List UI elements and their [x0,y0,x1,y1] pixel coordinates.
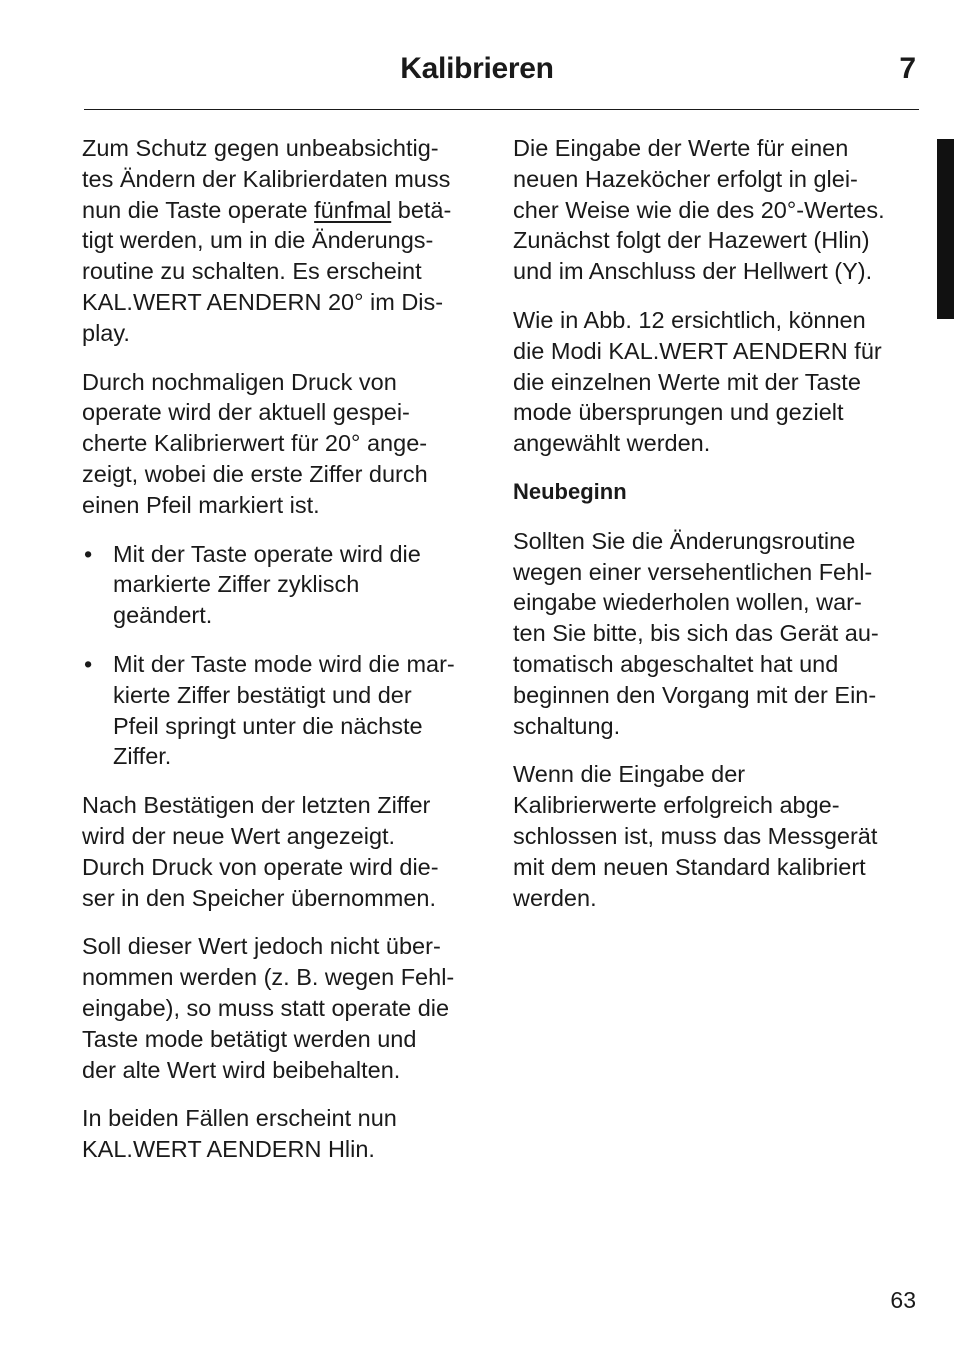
text-line: Wenn die Eingabe der [513,761,746,788]
text-line: cher Weise wie die des 20°-Wertes. [513,196,885,223]
text-line: Ziffer. [113,743,172,770]
header-divider [84,109,919,110]
text-line: tigt werden, um in die Änderungs- [82,227,434,254]
text-line: geändert. [113,602,213,629]
text-line: routine zu schalten. Es erscheint [82,258,422,285]
text-line: Sollten Sie die Änderungsroutine [513,527,856,554]
text-line: Pfeil springt unter die nächste [113,712,423,739]
text-line: mit dem neuen Standard kalibriert [513,853,866,880]
text-line: kierte Ziffer bestätigt und der [113,681,412,708]
right-column [513,133,918,931]
text-line: werden. [513,884,597,911]
text-line: der alte Wert wird beibehalten. [82,1056,401,1083]
text-line: markierte Ziffer zyklisch [113,571,360,598]
text-line: In beiden Fällen erscheint nun [82,1105,397,1132]
text-line: Mit der Taste mode wird die mar- [113,650,455,677]
text-line: KAL.WERT AENDERN 20° im Dis- [82,288,444,315]
text-line: Soll dieser Wert jedoch nicht über- [82,933,441,960]
text-line [82,195,494,226]
text-line: ten Sie bitte, bis sich das Gerät au- [513,620,879,647]
text-line: und im Anschluss der Hellwert (Y). [513,258,873,285]
paragraph-schutz [82,133,494,349]
paragraph-erfolgreich [513,759,918,913]
text-line: tes Ändern der Kalibrierdaten muss [82,165,451,192]
chapter-thumb-tab [937,139,954,319]
paragraph-bestaetigen [82,790,494,913]
text-line: Taste mode betätigt werden und [82,1025,417,1052]
text-line: cherte Kalibrierwert für 20° ange- [82,430,428,457]
text-line: Durch Druck von operate wird die- [82,853,439,880]
text-line: neuen Hazeköcher erfolgt in glei- [513,165,858,192]
text-line: mode übersprungen und gezielt [513,399,844,426]
text-line: Nach Bestätigen der letzten Ziffer [82,792,431,819]
text-line: Durch nochmaligen Druck von [82,368,397,395]
page-number: 63 [890,1287,916,1313]
text-line: Zum Schutz gegen unbeabsichtig- [82,135,439,161]
text-segment: nun die Taste operate [82,196,315,223]
text-line: Die Eingabe der Werte für einen [513,135,849,161]
text-line: KAL.WERT AENDERN Hlin. [82,1136,375,1163]
emphasis-underline: fünfmal [314,196,392,223]
paragraph-druck [82,367,494,521]
list-item [82,649,494,772]
text-line: Wie in Abb. 12 ersichtlich, können [513,306,866,333]
text-line: tomatisch abgeschaltet hat und [513,650,839,677]
text-line: wird der neue Wert angezeigt. [82,822,396,849]
bullet-icon: • [84,650,93,677]
paragraph-beiden-faellen [82,1103,494,1165]
text-line: zeigt, wobei die erste Ziffer durch [82,460,428,487]
text-line: schaltung. [513,712,621,739]
text-line: play. [82,319,130,346]
text-line: Kalibrierwerte erfolgreich abge- [513,792,840,819]
text-line: eingabe wiederholen wollen, war- [513,589,862,616]
text-line: schlossen ist, muss das Messgerät [513,822,878,849]
text-line: nommen werden (z. B. wegen Fehl- [82,964,455,991]
list-item [82,539,494,631]
text-line: die Modi KAL.WERT AENDERN für [513,337,882,364]
text-line: operate wird der aktuell gespei- [82,399,410,426]
text-line: eingabe), so muss statt operate die [82,994,450,1021]
chapter-number: 7 [899,52,916,85]
text-line: beginnen den Vorgang mit der Ein- [513,681,877,708]
text-line: die einzelnen Werte mit der Taste [513,368,861,395]
text-line: wegen einer versehentlichen Fehl- [513,558,873,585]
paragraph-eingabe-werte [513,133,918,287]
text-segment: betä- [391,196,452,223]
left-column [82,133,494,1183]
paragraph-neubeginn [513,526,918,742]
text-line: ser in den Speicher übernommen. [82,884,437,911]
text-line: einen Pfeil markiert ist. [82,491,320,518]
paragraph-abb-12 [513,305,918,459]
text-line: Zunächst folgt der Hazewert (Hlin) [513,227,870,254]
bullet-icon: • [84,540,93,567]
page-title: Kalibrieren [400,52,554,85]
text-line: Mit der Taste operate wird die [113,540,421,567]
section-heading: Neubeginn [513,478,627,504]
text-line: angewählt werden. [513,430,711,457]
paragraph-nicht-uebernommen [82,931,494,1085]
